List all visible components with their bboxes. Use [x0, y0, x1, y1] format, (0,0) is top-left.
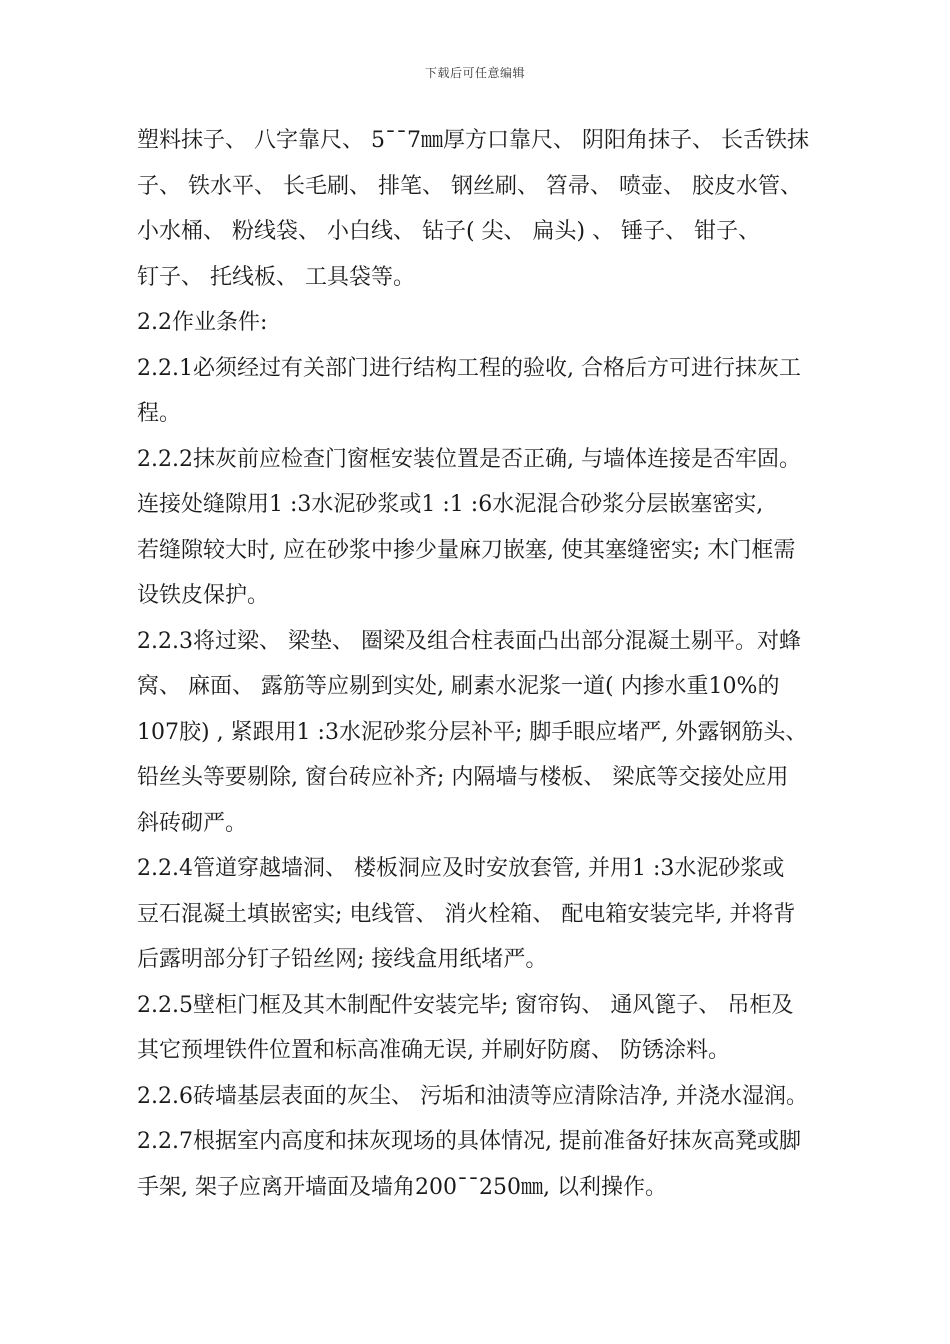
text-line: 2.2.2抹灰前应检查门窗框安装位置是否正确, 与墙体连接是否牢固。 — [137, 446, 801, 472]
text-line: 设铁皮保护。 — [137, 583, 270, 608]
text-line: 手架, 架子应离开墙面及墙角200¯¯250㎜, 以利操作。 — [137, 1174, 667, 1200]
text-line: 2.2.7根据室内高度和抹灰现场的具体情况, 提前准备好抹灰高凳或脚 — [137, 1129, 801, 1154]
text-line: 铅丝头等要剔除, 窗台砖应补齐; 内隔墙与楼板、 梁底等交接处应用 — [137, 765, 789, 790]
section-heading: 2.2作业条件: — [137, 310, 268, 335]
document-body — [137, 118, 865, 1210]
text-line: 2.2.1必须经过有关部门进行结构工程的验收, 合格后方可进行抹灰工 — [137, 355, 801, 381]
text-line: 后露明部分钉子铅丝网; 接线盒用纸堵严。 — [137, 947, 548, 972]
text-line: 窝、 麻面、 露筋等应剔到实处, 刷素水泥浆一道( 内掺水重10%的 — [137, 674, 780, 699]
text-line: 其它预埋铁件位置和标高准确无误, 并刷好防腐、 防锈涂料。 — [137, 1038, 730, 1063]
text-line: 2.2.6砖墙基层表面的灰尘、 污垢和油渍等应清除洁净, 并浇水湿润。 — [137, 1083, 808, 1109]
text-line: 小水桶、 粉线袋、 小白线、 钻子( 尖、 扁头) 、 锤子、 钳子、 — [137, 219, 761, 244]
text-line: 钉子、 托线板、 工具袋等。 — [137, 264, 415, 290]
text-line: 程。 — [137, 401, 182, 426]
text-line: 2.2.5壁柜门框及其木制配件安装完毕; 窗帘钩、 通风篦子、 吊柜及 — [137, 992, 794, 1018]
text-line: 107胶) , 紧跟用1 :3水泥砂浆分层补平; 脚手眼应堵严, 外露钢筋头、 — [137, 719, 808, 745]
text-line: 若缝隙较大时, 应在砂浆中掺少量麻刀嵌塞, 使其塞缝密实; 木门框需 — [137, 537, 796, 563]
text-line: 2.2.3将过梁、 梁垫、 圈梁及组合柱表面凸出部分混凝土剔平。对蜂 — [137, 628, 801, 654]
text-line: 豆石混凝土填嵌密实; 电线管、 消火栓箱、 配电箱安装完毕, 并将背 — [137, 901, 796, 927]
text-line: 子、 铁水平、 长毛刷、 排笔、 钢丝刷、 笤帚、 喷壶、 胶皮水管、 — [137, 173, 802, 199]
text-line: 2.2.4管道穿越墙洞、 楼板洞应及时安放套管, 并用1 :3水泥砂浆或 — [137, 856, 785, 881]
text-line: 斜砖砌严。 — [137, 810, 248, 836]
text-line: 塑料抹子、 八字靠尺、 5¯¯7㎜厚方口靠尺、 阴阳角抹子、 长舌铁抹 — [137, 128, 809, 153]
page-header: 下载后可任意编辑 — [424, 66, 525, 80]
text-line: 连接处缝隙用1 :3水泥砂浆或1 :1 :6水泥混合砂浆分层嵌塞密实, — [137, 492, 764, 517]
